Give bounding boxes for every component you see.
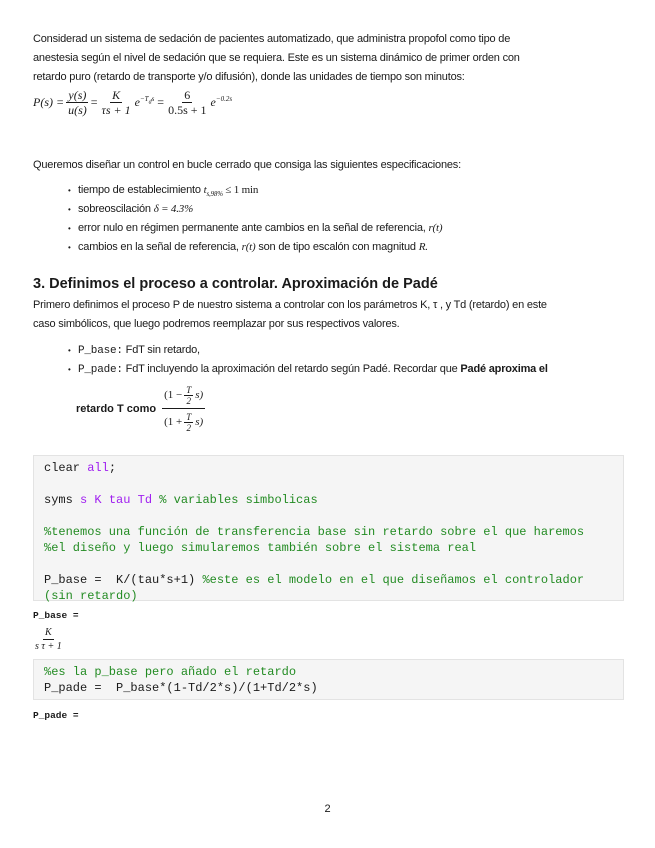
formula-frac3-den: 0.5s + 1 (168, 103, 207, 117)
formula-exp2: $e^{-0.2s}$ (210, 95, 233, 109)
code2-line-2: P_pade = P_base*(1-Td/2*s)/(1+Td/2*s) (44, 681, 318, 695)
output-p-base-num: K (45, 627, 52, 638)
section-p-line-1: Primero definimos el proceso P de nuestro sistema a controlar con los parámetros K, τ , y Td (retardo) en este (33, 299, 547, 311)
intro-line-2: anestesia según el nivel de sedación que se requiera. Este es un sistema dinámico de primer orden con (33, 52, 520, 64)
code1-line-1: clear all; (44, 461, 117, 475)
spec-item-settling-time: • tiempo de establecimiento $t_{s,98\%} \le 1$ min (68, 181, 442, 200)
definition-p-pade: • P_pade: FdT incluyendo la aproximación del retardo según Padé. Recordar que Padé aproxima el (68, 360, 548, 379)
formula-exp1: $e^{-T_ds}$ (134, 95, 155, 109)
page-number: 2 (324, 803, 331, 815)
pade-label: retardo T como (76, 402, 157, 415)
code-cell-1[interactable] (33, 455, 624, 601)
spec-item-reference-step: • cambios en la señal de referencia, r(t) son de tipo escalón con magnitud R. (68, 238, 442, 257)
formula-eq1: = (90, 95, 98, 109)
formula-fraction-num (166, 88, 208, 117)
formula-fraction-k (100, 88, 133, 117)
section-heading: 3. Definimos el proceso a controlar. Aproximación de Padé (33, 276, 438, 292)
definition-list (68, 341, 548, 379)
section-p-line-2: caso simbólicos, que luego podremos reemplazar por sus respectivos valores. (33, 318, 400, 330)
intro-paragraph (33, 30, 623, 87)
code1-line-4: %el diseño y luego simularemos también sobre el sistema real (44, 541, 477, 555)
pade-fraction (162, 383, 205, 434)
pade-approximation (76, 383, 207, 434)
intro-line-3: retardo puro (retardo de transporte y/o difusión), donde las unidades de tiempo son minutos: (33, 71, 465, 83)
formula-frac1-num: y(s) (68, 88, 87, 102)
section-paragraph (33, 296, 623, 334)
spec-item-overshoot: • sobreoscilación δ = 4.3% (68, 200, 442, 219)
formula-lhs: P(s) = (33, 95, 65, 109)
formula-frac2-den: τs + 1 (101, 103, 131, 117)
spec-list (68, 181, 442, 257)
code1-line-3: %tenemos una función de transferencia base sin retardo sobre el que haremos (44, 525, 585, 539)
output-p-base-label: P_base = (33, 610, 79, 621)
formula-frac3-num: 6 (184, 88, 191, 102)
formula-eq2: = (157, 95, 165, 109)
output-p-base-value (33, 626, 64, 653)
code1-line-6: (sin retardo) (44, 589, 138, 603)
intro-line-1: Considerad un sistema de sedación de pacientes automatizado, que administra propofol como tipo de (33, 33, 511, 45)
spec-item-steady-state-error: • error nulo en régimen permanente ante cambios en la señal de referencia, r(t) (68, 219, 442, 238)
code2-line-1: %es la p_base pero añado el retardo (44, 665, 297, 679)
definition-p-base: • P_base: FdT sin retardo, (68, 341, 548, 360)
pade-numerator: (1 − $\frac{T}{2}$ s) (162, 383, 205, 409)
output-p-pade-label: P_pade = (33, 710, 79, 721)
output-p-base-den: s τ + 1 (35, 641, 62, 652)
spec-intro: Queremos diseñar un control en bucle cerrado que consiga las siguientes especificaciones: (33, 159, 461, 171)
formula-fraction-yu (66, 88, 89, 117)
code-cell-2[interactable] (33, 659, 624, 700)
formula-frac1-den: u(s) (68, 103, 87, 117)
transfer-function-formula (33, 88, 232, 117)
pade-denominator: (1 + $\frac{T}{2}$ s) (164, 411, 204, 433)
code1-line-5: P_base = K/(tau*s+1) %este es el modelo en el que diseñamos el controlador (44, 573, 585, 587)
formula-frac2-num: K (112, 88, 121, 102)
code1-line-2: syms s K tau Td % variables simbolicas (44, 493, 318, 507)
